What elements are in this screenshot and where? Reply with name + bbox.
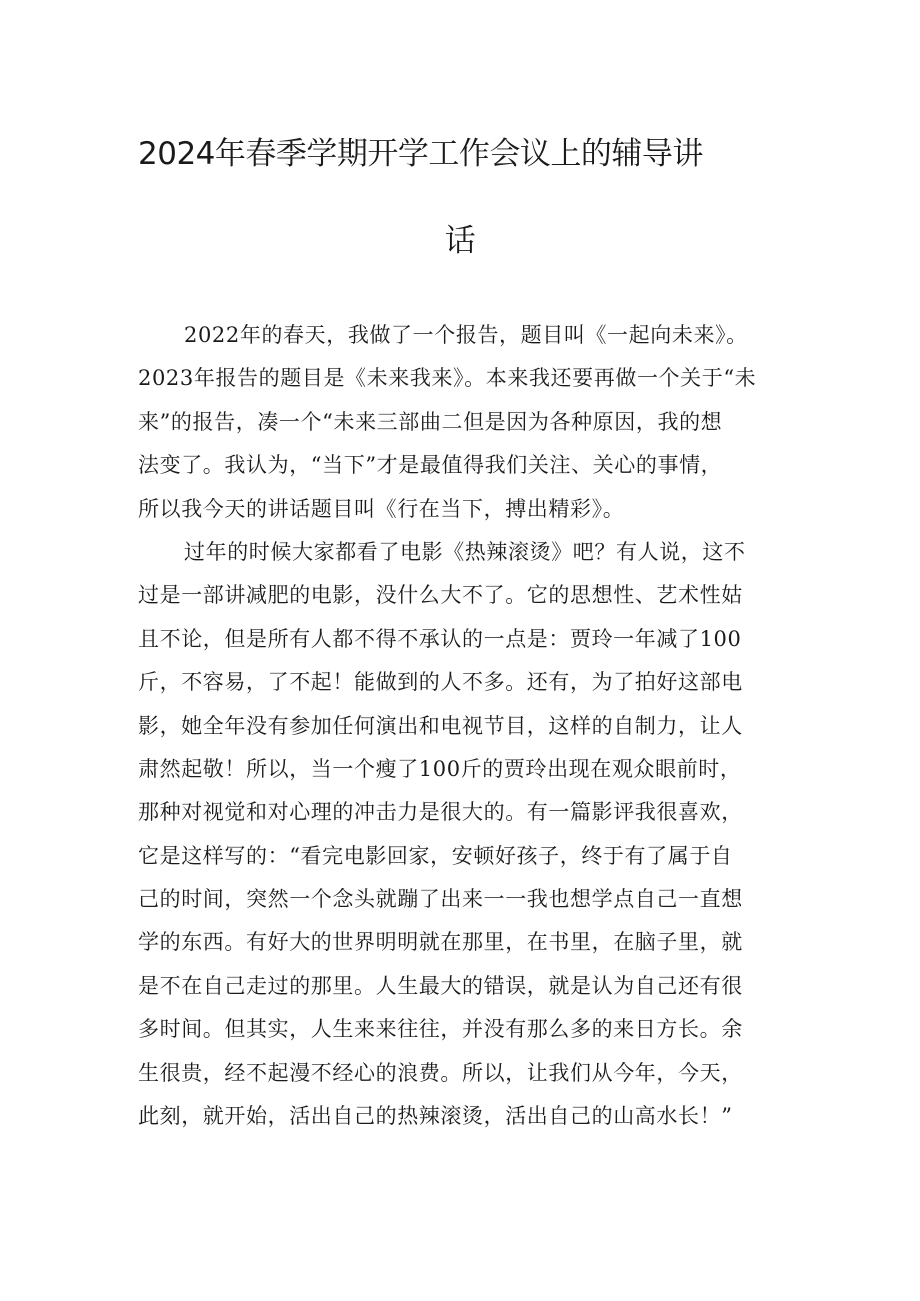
paragraph-line: 过年的时候大家都看了电影《热辣滚烫》吧？有人说，这不: [184, 539, 746, 564]
paragraph-line: 法变了。我认为，“当下”才是最值得我们关注、关心的事情，: [138, 453, 723, 478]
paragraph-line: 所以我今天的讲话题目叫《行在当下，搏出精彩》。: [138, 496, 625, 521]
paragraph-line: 斤，不容易，了不起！能做到的人不多。还有，为了拍好这部电: [138, 670, 743, 695]
document-title-line1: 2024年春季学期开学工作会议上的辅导讲: [138, 136, 703, 172]
paragraph-line: 2023年报告的题目是《未来我来》。本来我还要再做一个关于“未: [138, 366, 757, 391]
paragraph-line: 且不论，但是所有人都不得不承认的一点是：贾玲一年减了100: [138, 626, 742, 651]
paragraph-line: 它是这样写的：“看完电影回家，安顿好孩子，终于有了属于自: [138, 843, 733, 868]
paragraph-line: 己的时间，突然一个念头就蹦了出来一一我也想学点自己一直想: [138, 887, 743, 912]
paragraph-line: 是不在自己走过的那里。人生最大的错误，就是认为自己还有很: [138, 973, 743, 998]
paragraph-line: 过是一部讲减肥的电影，没什么大不了。它的思想性、艺术性姑: [138, 583, 743, 608]
paragraph-line: 那种对视觉和对心理的冲击力是很大的。有一篇影评我很喜欢，: [138, 800, 743, 825]
paragraph-line: 来”的报告，凑一个“未来三部曲二但是因为各种原因，我的想: [138, 409, 723, 434]
paragraph-line: 生很贵，经不起漫不经心的浪费。所以，让我们从今年，今天，: [138, 1060, 743, 1085]
document-body: [138, 314, 798, 1138]
document-title-line2: 话: [444, 223, 476, 259]
paragraph-line: 多时间。但其实，人生来来往往，并没有那么多的来日方长。余: [138, 1017, 743, 1042]
paragraph-line: 影，她全年没有参加任何演出和电视节目，这样的自制力，让人: [138, 713, 743, 738]
paragraph-1: [138, 314, 798, 531]
paragraph-line: 肃然起敬！所以，当一个瘦了100斤的贾玲出现在观众眼前时，: [138, 756, 742, 781]
paragraph-line: 2022年的春天，我做了一个报告，题目叫《一起向未来》。: [184, 323, 748, 347]
paragraph-line: 此刻，就开始，活出自己的热辣滚烫，活出自己的山高水长！”: [138, 1104, 733, 1129]
paragraph-line: 学的东西。有好大的世界明明就在那里，在书里，在脑子里，就: [138, 930, 743, 955]
paragraph-2: [138, 531, 798, 1138]
